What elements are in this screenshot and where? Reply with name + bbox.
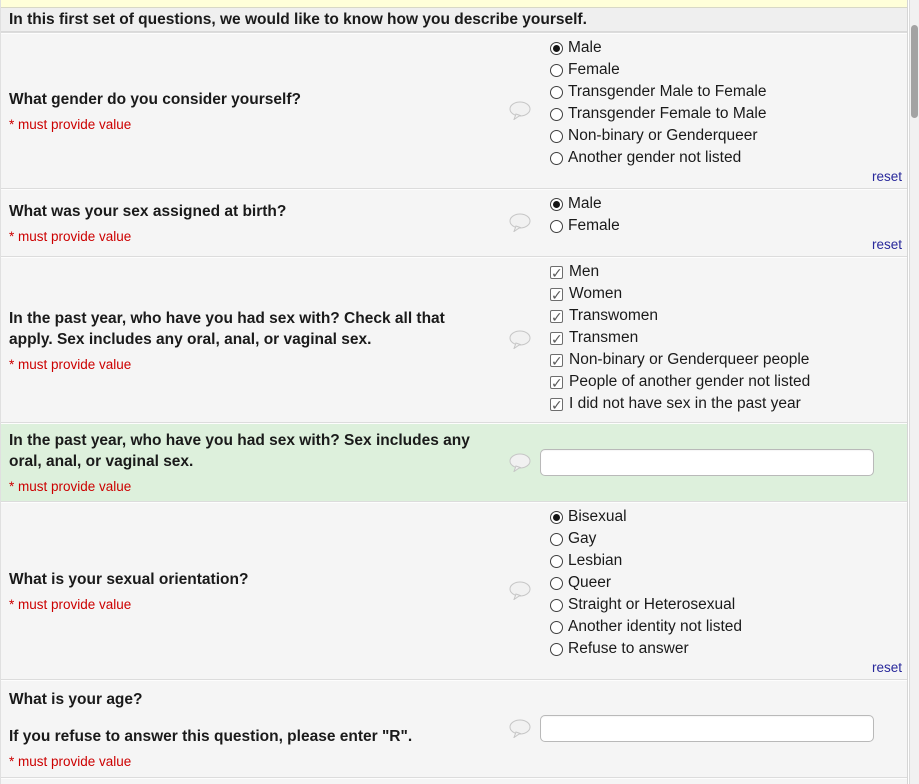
question-label-cell: [1, 189, 538, 256]
question-label: What is your sexual orientation?: [9, 571, 249, 588]
radio-option[interactable]: [538, 59, 904, 81]
radio-option[interactable]: [538, 638, 904, 660]
radio-option[interactable]: [538, 37, 904, 59]
option-label: Transwomen: [569, 307, 659, 324]
comment-bubble-icon[interactable]: [509, 330, 531, 349]
radio-option[interactable]: [538, 81, 904, 103]
option-label: Transgender Male to Female: [568, 83, 767, 100]
question-row-gender: [1, 32, 907, 188]
option-label: Another gender not listed: [568, 149, 742, 166]
question-label-block: [9, 89, 301, 132]
radio-option[interactable]: [538, 594, 904, 616]
checkbox-icon[interactable]: ✓: [551, 374, 563, 391]
checkbox-group-partners: [538, 261, 904, 415]
radio-group-orientation: [538, 506, 904, 660]
radio-option[interactable]: [538, 215, 904, 237]
previous-row-edge: [1, 0, 907, 8]
option-label: Refuse to answer: [568, 640, 689, 657]
radio-icon[interactable]: [550, 42, 563, 55]
question-label-block: [9, 569, 248, 612]
reset-link[interactable]: reset: [871, 237, 902, 252]
checkbox-option[interactable]: [538, 327, 904, 349]
radio-option[interactable]: [538, 103, 904, 125]
checkbox-icon[interactable]: ✓: [551, 286, 563, 303]
checkbox-icon[interactable]: ✓: [551, 330, 563, 347]
radio-option[interactable]: [538, 572, 904, 594]
scrollbar-thumb[interactable]: [911, 25, 918, 118]
text-input[interactable]: [540, 715, 874, 742]
required-note: * must provide value: [9, 479, 132, 494]
radio-option[interactable]: [538, 616, 904, 638]
answer-cell: [538, 189, 907, 256]
comment-bubble-icon[interactable]: [509, 101, 531, 120]
question-label: In the past year, who have you had sex with? Check all that apply. Sex includes any oral, anal, or vaginal sex.: [9, 309, 445, 348]
radio-option[interactable]: [538, 550, 904, 572]
radio-icon[interactable]: [550, 130, 563, 143]
section-header-text: In this first set of questions, we would like to know how you describe yourself.: [9, 10, 587, 28]
next-question-row-partial: [1, 777, 907, 784]
question-label-block: [9, 430, 483, 494]
checkbox-icon[interactable]: ✓: [551, 308, 563, 325]
question-label: What gender do you consider yourself?: [9, 91, 301, 108]
scrollbar[interactable]: [909, 0, 919, 784]
option-label: Non-binary or Genderqueer: [568, 127, 758, 144]
answer-cell: [538, 257, 907, 422]
required-note: * must provide value: [9, 597, 132, 612]
checkbox-option[interactable]: [538, 261, 904, 283]
section-header: [1, 8, 907, 32]
comment-bubble-icon[interactable]: [509, 213, 531, 232]
option-label: Straight or Heterosexual: [568, 596, 736, 613]
question-row-age: [1, 679, 907, 777]
radio-group-birth-sex: [538, 193, 904, 237]
radio-icon[interactable]: [550, 511, 563, 524]
option-label: Women: [569, 285, 623, 302]
option-label: Male: [568, 195, 602, 212]
checkbox-option[interactable]: [538, 305, 904, 327]
radio-option[interactable]: [538, 193, 904, 215]
radio-option[interactable]: [538, 147, 904, 169]
required-note: * must provide value: [9, 117, 132, 132]
option-label: Bisexual: [568, 508, 627, 525]
option-label: Queer: [568, 574, 612, 591]
answer-cell: [538, 680, 907, 777]
option-label: I did not have sex in the past year: [569, 395, 801, 412]
comment-bubble-icon[interactable]: [509, 719, 531, 738]
radio-option[interactable]: [538, 125, 904, 147]
question-label-cell: [1, 502, 538, 679]
question-label-block: [9, 201, 286, 244]
radio-icon[interactable]: [550, 152, 563, 165]
question-label: What is your age?: [9, 690, 143, 708]
checkbox-icon[interactable]: ✓: [551, 396, 563, 413]
radio-icon[interactable]: [550, 533, 563, 546]
radio-icon[interactable]: [550, 555, 563, 568]
answer-cell: [538, 33, 907, 188]
checkbox-option[interactable]: [538, 283, 904, 305]
option-label: Transmen: [569, 329, 639, 346]
question-row-birth-sex: [1, 188, 907, 256]
radio-icon[interactable]: [550, 108, 563, 121]
radio-option[interactable]: [538, 528, 904, 550]
option-label: Female: [568, 61, 620, 78]
question-label-cell: [1, 680, 538, 777]
option-label: Transgender Female to Male: [568, 105, 767, 122]
option-label: Female: [568, 217, 620, 234]
comment-bubble-icon[interactable]: [509, 581, 531, 600]
question-label-block: [9, 689, 412, 769]
radio-icon[interactable]: [550, 599, 563, 612]
question-row-partners-text: [1, 422, 907, 501]
radio-icon[interactable]: [550, 86, 563, 99]
answer-cell: [538, 778, 907, 784]
required-note: * must provide value: [9, 753, 132, 769]
radio-icon[interactable]: [550, 621, 563, 634]
checkbox-option[interactable]: [538, 349, 904, 371]
reset-link[interactable]: reset: [871, 660, 902, 675]
option-label: Gay: [568, 530, 597, 547]
radio-icon[interactable]: [550, 198, 563, 211]
radio-icon[interactable]: [550, 577, 563, 590]
option-label: Men: [569, 263, 600, 280]
radio-group-gender: [538, 37, 904, 169]
text-input[interactable]: [540, 449, 874, 476]
radio-icon[interactable]: [550, 220, 563, 233]
checkbox-option[interactable]: [538, 371, 904, 393]
question-label-block: [9, 308, 483, 372]
question-sublabel: If you refuse to answer this question, please enter "R".: [9, 727, 413, 745]
checkbox-icon[interactable]: ✓: [551, 352, 563, 369]
checkbox-icon[interactable]: ✓: [551, 264, 563, 281]
required-note: * must provide value: [9, 356, 132, 372]
answer-cell: [538, 423, 907, 501]
question-row-orientation: [1, 501, 907, 679]
option-label: Male: [568, 39, 602, 56]
option-label: Non-binary or Genderqueer people: [569, 351, 810, 368]
question-row-partners: [1, 256, 907, 422]
question-label-cell: [1, 423, 538, 501]
question-label-cell: [1, 778, 538, 784]
required-note: * must provide value: [9, 229, 132, 244]
question-label-cell: [1, 33, 538, 188]
option-label: Lesbian: [568, 552, 623, 569]
radio-icon[interactable]: [550, 64, 563, 77]
answer-cell: [538, 502, 907, 679]
radio-icon[interactable]: [550, 643, 563, 656]
option-label: Another identity not listed: [568, 618, 743, 635]
question-label: In the past year, who have you had sex with? Sex includes any oral, anal, or vaginal sex.: [9, 432, 470, 470]
radio-option[interactable]: [538, 506, 904, 528]
option-label: People of another gender not listed: [569, 373, 811, 390]
question-label: What was your sex assigned at birth?: [9, 203, 287, 220]
checkbox-option[interactable]: [538, 393, 904, 415]
reset-link[interactable]: reset: [871, 169, 902, 184]
comment-bubble-icon[interactable]: [509, 453, 531, 472]
question-label-cell: [1, 257, 538, 422]
